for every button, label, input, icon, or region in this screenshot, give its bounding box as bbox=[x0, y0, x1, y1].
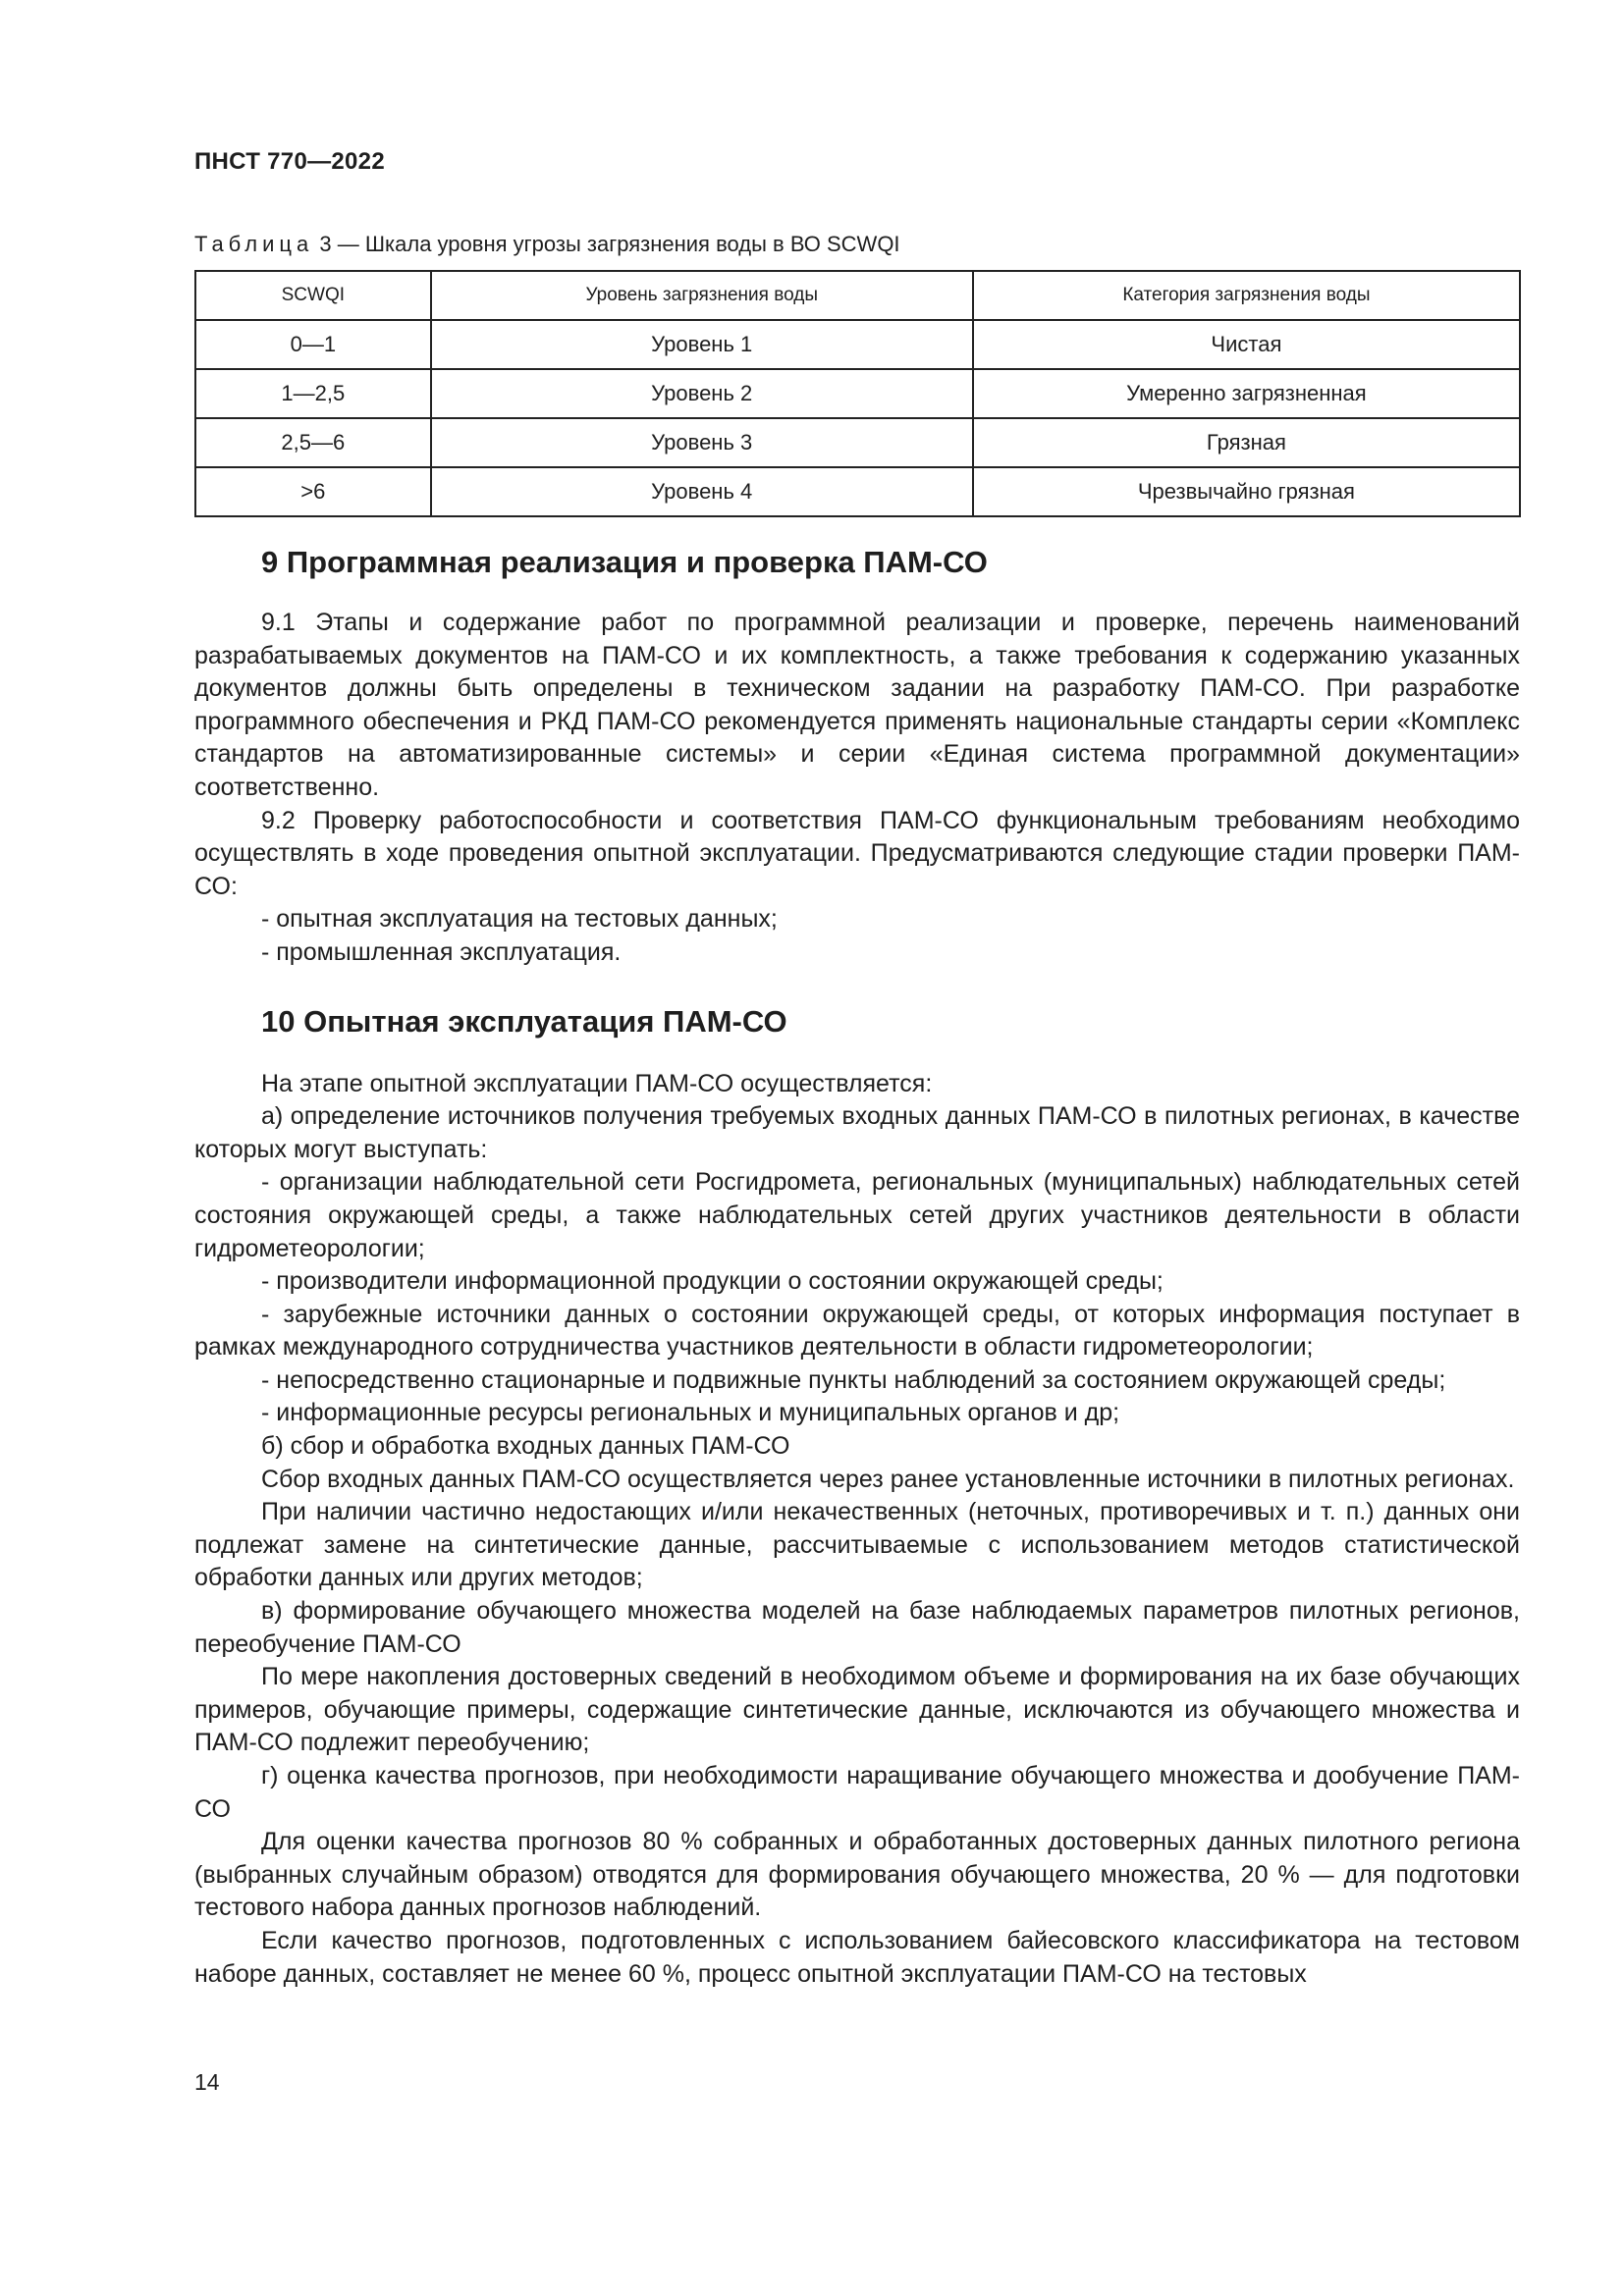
table-cell: Чрезвычайно грязная bbox=[973, 467, 1520, 516]
table-cell: >6 bbox=[195, 467, 431, 516]
list-item: - промышленная эксплуатация. bbox=[261, 937, 622, 966]
document-body bbox=[194, 538, 1520, 1991]
paragraph: в) формирование обучающего множества моделей на базе наблюдаемых параметров пилотных регионов, переобучение ПАМ-СО bbox=[194, 1597, 1520, 1658]
table-caption-text: 3 — Шкала уровня угрозы загрязнения воды в ВО SCWQI bbox=[319, 232, 900, 256]
page-number: 14 bbox=[194, 2069, 220, 2095]
table-cell: Уровень 4 bbox=[431, 467, 973, 516]
table-caption bbox=[194, 232, 900, 257]
table-caption-label: Таблица bbox=[194, 232, 314, 256]
column-header-level: Уровень загрязнения воды bbox=[431, 271, 973, 320]
list-item: - непосредственно стационарные и подвижные пункты наблюдений за состоянием окружающей среды; bbox=[261, 1365, 1446, 1394]
table-cell: Чистая bbox=[973, 320, 1520, 369]
pollution-scale-table bbox=[194, 270, 1521, 517]
paragraph-9-2: 9.2 Проверку работоспособности и соответствия ПАМ-СО функциональным требованиям необходимо осуществлять в ходе проведения опытной эксплуатации. Предусматриваются следующие стадии проверки ПАМ-СО: bbox=[194, 806, 1520, 900]
document-code: ПНСТ 770—2022 bbox=[194, 148, 385, 175]
table-cell: Уровень 2 bbox=[431, 369, 973, 418]
paragraph: б) сбор и обработка входных данных ПАМ-СО bbox=[261, 1432, 790, 1461]
list-item: - информационные ресурсы региональных и муниципальных органов и др; bbox=[261, 1399, 1120, 1427]
section-9-heading: 9 Программная реализация и проверка ПАМ-СО bbox=[261, 545, 988, 579]
paragraph: Для оценки качества прогнозов 80 % собранных и обработанных достоверных данных пилотного региона (выбранных случайным образом) отводятся для формирования обучающего множества, 20 % — для подготовки тестового набора данных прогнозов наблюдений. bbox=[194, 1828, 1520, 1922]
table-cell: 0—1 bbox=[195, 320, 431, 369]
table-row bbox=[195, 369, 1520, 418]
table-cell: 1—2,5 bbox=[195, 369, 431, 418]
paragraph: а) определение источников получения требуемых входных данных ПАМ-СО в пилотных регионах, в качестве которых могут выступать: bbox=[194, 1102, 1520, 1163]
paragraph: При наличии частично недостающих и/или некачественных (неточных, противоречивых и т. п.) данных они подлежат замене на синтетические данные, рассчитываемые с использованием методов статистической обработки данных или других методов; bbox=[194, 1498, 1520, 1592]
table-cell: Грязная bbox=[973, 418, 1520, 467]
table-cell: Уровень 1 bbox=[431, 320, 973, 369]
table-row bbox=[195, 320, 1520, 369]
table-cell: Уровень 3 bbox=[431, 418, 973, 467]
paragraph: Сбор входных данных ПАМ-СО осуществляется через ранее установленные источники в пилотных регионах. bbox=[261, 1465, 1515, 1493]
list-item: - организации наблюдательной сети Росгидромета, региональных (муниципальных) наблюдательных сетей состояния окружающей среды, а также наблюдательных сетей других участников деятельности в области гидрометеорологии; bbox=[194, 1168, 1520, 1262]
section-10-heading: 10 Опытная эксплуатация ПАМ-СО bbox=[261, 1003, 787, 1039]
list-item: - опытная эксплуатация на тестовых данных; bbox=[261, 905, 778, 934]
column-header-category: Категория загрязнения воды bbox=[973, 271, 1520, 320]
paragraph: По мере накопления достоверных сведений в необходимом объеме и формирования на их базе обучающих примеров, обучающие примеры, содержащие синтетические данные, исключаются из обучающего множества и ПАМ-СО подлежит переобучению; bbox=[194, 1663, 1520, 1757]
table-row bbox=[195, 467, 1520, 516]
paragraph: г) оценка качества прогнозов, при необходимости наращивание обучающего множества и дообучение ПАМ-СО bbox=[194, 1762, 1520, 1823]
table-row bbox=[195, 418, 1520, 467]
column-header-scwqi: SCWQI bbox=[195, 271, 431, 320]
table-cell: Умеренно загрязненная bbox=[973, 369, 1520, 418]
list-item: - зарубежные источники данных о состоянии окружающей среды, от которых информация поступает в рамках международного сотрудничества участников деятельности в области гидрометеорологии; bbox=[194, 1300, 1520, 1362]
paragraph-9-1: 9.1 Этапы и содержание работ по программной реализации и проверке, перечень наименований разрабатываемых документов на ПАМ-СО и их комплектность, а также требования к содержанию указанных документов должны быть определены в техническом задании на разработку ПАМ-СО. При разработке программного обеспечения и РКД ПАМ-СО рекомендуется применять национальные стандарты серии «Комплекс стандартов на автоматизированные системы» и серии «Единая система программной документации» соответственно. bbox=[194, 609, 1520, 801]
paragraph: На этапе опытной эксплуатации ПАМ-СО осуществляется: bbox=[261, 1069, 933, 1097]
paragraph: Если качество прогнозов, подготовленных с использованием байесовского классификатора на тестовом наборе данных, составляет не менее 60 %, процесс опытной эксплуатации ПАМ-СО на тестовых bbox=[194, 1926, 1520, 1988]
list-item: - производители информационной продукции о состоянии окружающей среды; bbox=[261, 1267, 1164, 1296]
table-header-row bbox=[195, 271, 1520, 320]
table-cell: 2,5—6 bbox=[195, 418, 431, 467]
